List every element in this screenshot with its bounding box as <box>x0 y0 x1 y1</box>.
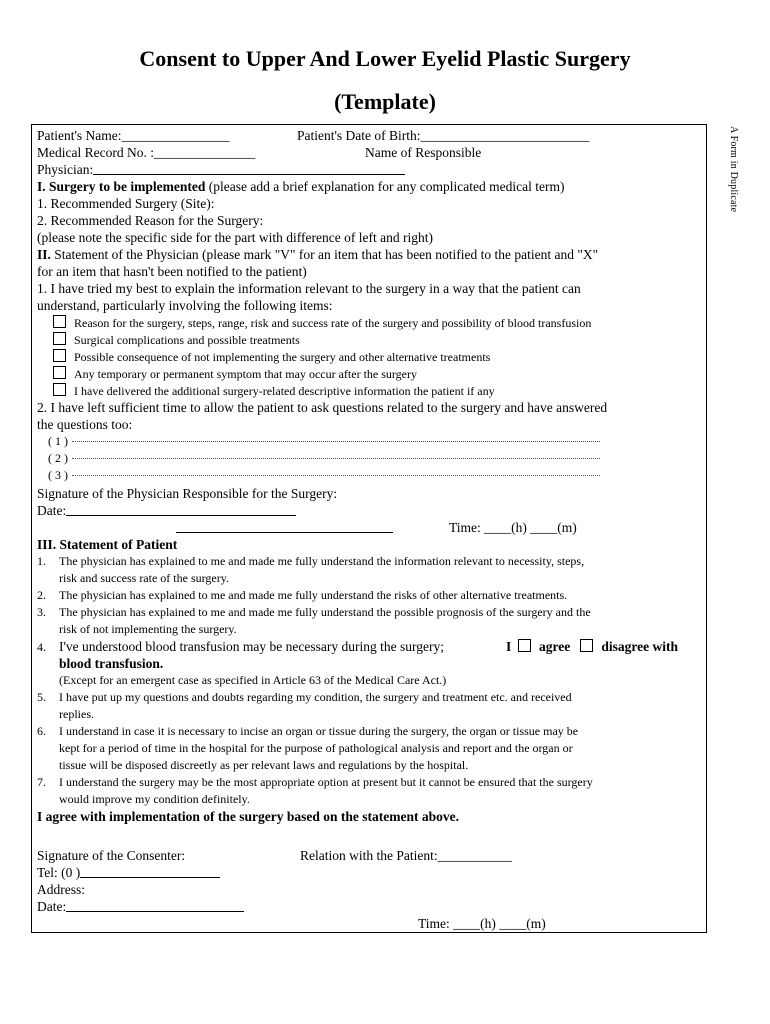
physician-item-1: 1. I have tried my best to explain the information relevant to the surgery in a way that the patient can <box>37 281 581 296</box>
checklist-text: Possible consequence of not implementing the surgery and other alternative treatments <box>74 350 491 364</box>
statement-cont: replies. <box>59 707 94 721</box>
statement-cont: risk and success rate of the surgery. <box>59 571 229 585</box>
consenter-date-field[interactable] <box>37 898 244 915</box>
question-line-3[interactable] <box>48 467 600 484</box>
question-line-1[interactable] <box>48 433 600 450</box>
checklist-item <box>53 349 490 366</box>
dotted-line <box>72 475 600 476</box>
statement-text: I have put up my questions and doubts regarding my condition, the surgery and treatment etc. and received <box>59 690 572 704</box>
relation-field[interactable]: Relation with the Patient:___________ <box>300 848 512 863</box>
consenter-time-field[interactable]: Time: ____(h) ____(m) <box>418 916 546 931</box>
date-line <box>66 515 296 516</box>
statement-cont: blood transfusion. <box>59 656 164 671</box>
date-label: Date: <box>37 503 67 518</box>
signature-line <box>176 532 393 533</box>
agree-prefix: I <box>506 639 512 654</box>
agreement-statement: I agree with implementation of the surgery based on the statement above. <box>37 809 459 824</box>
statement-cont: kept for a period of time in the hospital for the purpose of pathological analysis and report and the organ or <box>59 741 573 755</box>
statement-cont: (Except for an emergent case as specified in Article 63 of the Medical Care Act.) <box>59 673 447 687</box>
statement-text: I understand in case it is necessary to incise an organ or tissue during the surgery, the organ or tissue may be <box>59 724 579 738</box>
question-number: ( 3 ) <box>48 468 68 482</box>
checklist-item <box>53 366 417 383</box>
checklist-item <box>53 315 591 332</box>
side-note-text: (please note the specific side for the part with difference of left and right) <box>37 230 433 245</box>
section-1-heading <box>37 178 564 195</box>
tel-label: Tel: (0 ) <box>37 865 81 880</box>
agree-checkbox[interactable] <box>518 639 531 652</box>
checklist-text: Reason for the surgery, steps, range, risk and success rate of the surgery and possibility of blood transfusion <box>74 316 592 330</box>
item-number: 1. <box>37 554 46 568</box>
section-3-heading: III. Statement of Patient <box>37 537 178 552</box>
physician-signature-line[interactable] <box>176 519 393 536</box>
document-title: Consent to Upper And Lower Eyelid Plastic Surgery <box>139 46 631 71</box>
blood-transfusion-choice <box>506 638 678 655</box>
statement-text: The physician has explained to me and made me fully understand the possible prognosis of the surgery and the <box>59 605 591 619</box>
disagree-checkbox[interactable] <box>580 639 593 652</box>
statement-item <box>37 553 584 570</box>
section-2-text: Statement of the Physician (please mark "V" for an item that has been notified to the patient and "X" <box>50 247 599 262</box>
item-number: 7. <box>37 775 46 789</box>
item-number: 6. <box>37 724 46 738</box>
statement-cont: would improve my condition definitely. <box>59 792 250 806</box>
physician-field[interactable] <box>37 161 405 178</box>
checklist-text: I have delivered the additional surgery-related descriptive information the patient if any <box>74 384 495 398</box>
section-1-note: (please add a brief explanation for any complicated medical term) <box>205 179 565 194</box>
checklist-text: Any temporary or permanent symptom that may occur after the surgery <box>74 367 418 381</box>
recommended-surgery-field[interactable]: 1. Recommended Surgery (Site): <box>37 196 215 211</box>
statement-item <box>37 774 593 791</box>
physician-item-2: 2. I have left sufficient time to allow the patient to ask questions related to the surgery and have answered <box>37 400 608 415</box>
statement-item <box>37 689 572 706</box>
patient-name-field[interactable]: Patient's Name:________________ <box>37 128 230 143</box>
checkbox[interactable] <box>53 315 66 328</box>
document-subtitle: (Template) <box>334 89 436 114</box>
physician-date-field[interactable] <box>37 502 296 519</box>
statement-item <box>37 587 567 604</box>
checkbox[interactable] <box>53 332 66 345</box>
statement-item <box>37 723 578 740</box>
date-of-birth-field[interactable]: Patient's Date of Birth:_________________________ <box>297 128 590 143</box>
statement-item <box>37 604 591 621</box>
statement-cont: tissue will be disposed discreetly as per relevant laws and regulations by the hospital. <box>59 758 469 772</box>
disagree-label: disagree with <box>601 639 678 654</box>
consenter-signature-label[interactable]: Signature of the Consenter: <box>37 848 186 863</box>
statement-item-blood <box>37 638 444 656</box>
physician-signature-label: Signature of the Physician Responsible for the Surgery: <box>37 486 338 501</box>
section-1-title: I. Surgery to be implemented <box>37 179 206 194</box>
physician-time-field[interactable]: Time: ____(h) ____(m) <box>449 520 577 535</box>
dotted-line <box>72 458 600 459</box>
checklist-item <box>53 332 300 349</box>
statement-text: The physician has explained to me and made me fully understand the information relevant to necessity, steps, <box>59 554 585 568</box>
question-number: ( 1 ) <box>48 434 68 448</box>
section-2-title: II. <box>37 247 51 262</box>
date-label: Date: <box>37 899 67 914</box>
question-line-2[interactable] <box>48 450 600 467</box>
checkbox[interactable] <box>53 383 66 396</box>
date-line <box>66 911 244 912</box>
checkbox[interactable] <box>53 366 66 379</box>
physician-line <box>93 174 405 175</box>
tel-field[interactable] <box>37 864 220 881</box>
item-number: 5. <box>37 690 46 704</box>
dotted-line <box>72 441 600 442</box>
physician-label: Physician: <box>37 162 94 177</box>
checkbox[interactable] <box>53 349 66 362</box>
address-field[interactable]: Address: <box>37 882 85 897</box>
section-2-heading <box>37 246 598 263</box>
checklist-item <box>53 383 495 400</box>
medical-record-field[interactable]: Medical Record No. :_______________ <box>37 145 256 160</box>
statement-cont: risk of not implementing the surgery. <box>59 622 237 636</box>
name-of-responsible-label: Name of Responsible <box>365 145 482 160</box>
item-number: 4. <box>37 640 46 654</box>
tel-line <box>80 877 220 878</box>
checklist-text: Surgical complications and possible treatments <box>74 333 300 347</box>
statement-text: The physician has explained to me and made me fully understand the risks of other alternative treatments. <box>59 588 568 602</box>
item-number: 3. <box>37 605 46 619</box>
recommended-reason-field[interactable]: 2. Recommended Reason for the Surgery: <box>37 213 264 228</box>
agree-label: agree <box>539 639 571 654</box>
duplicate-note: A Form in Duplicate <box>728 126 739 213</box>
physician-item-1-cont: understand, particularly involving the following items: <box>37 298 333 313</box>
item-number: 2. <box>37 588 46 602</box>
section-2-text-cont: for an item that hasn't been notified to the patient) <box>37 264 307 279</box>
statement-text: I understand the surgery may be the most appropriate option at present but it cannot be ensured that the surgery <box>59 775 593 789</box>
physician-item-2-cont: the questions too: <box>37 417 133 432</box>
statement-text: I've understood blood transfusion may be necessary during the surgery; <box>59 639 444 654</box>
question-number: ( 2 ) <box>48 451 68 465</box>
